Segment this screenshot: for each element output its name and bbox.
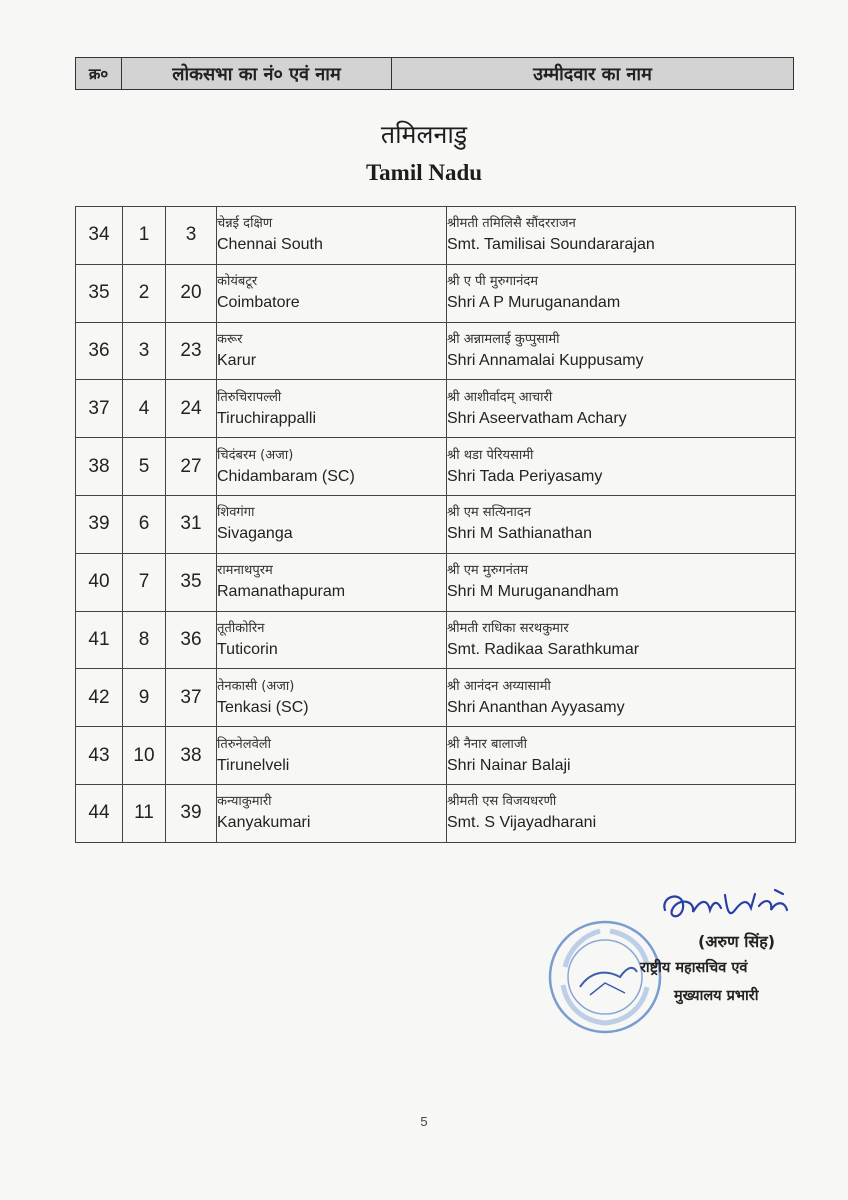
state-serial-number: 3 <box>123 322 166 380</box>
constituency-name-hindi: चेन्नई दक्षिण <box>217 216 273 232</box>
constituency-name-hindi: तिरुचिरापल्ली <box>217 389 282 405</box>
constituency-name-english: Karur <box>217 351 257 369</box>
constituency-number: 36 <box>166 611 217 669</box>
constituency-name-hindi: कन्याकुमारी <box>217 794 272 810</box>
candidate-name-english: Shri Nainar Balaji <box>447 756 571 774</box>
candidate-name-english: Shri Aseervatham Achary <box>447 409 627 427</box>
constituency-name-english: Tirunelveli <box>217 756 290 774</box>
constituency-name-english: Tiruchirappalli <box>217 409 316 427</box>
table-row <box>76 438 796 496</box>
serial-number: 41 <box>76 611 123 669</box>
constituency-name-hindi: शिवगंगा <box>217 505 255 521</box>
serial-number: 40 <box>76 553 123 611</box>
constituency-name-english: Kanyakumari <box>217 814 311 832</box>
candidate-name-english: Shri M Sathianathan <box>447 525 592 543</box>
constituency-name-english: Tenkasi (SC) <box>217 698 309 716</box>
candidate-name-english: Smt. S Vijayadharani <box>447 814 597 832</box>
table-row <box>76 669 796 727</box>
constituency-name-hindi: तिरुनेलवेली <box>217 736 271 752</box>
constituency-name <box>217 322 447 380</box>
state-serial-number: 11 <box>123 784 166 842</box>
table-row <box>76 322 796 380</box>
constituency-name <box>217 669 447 727</box>
serial-number: 38 <box>76 438 123 496</box>
candidate-name <box>447 611 796 669</box>
constituency-name-english: Tuticorin <box>217 640 278 658</box>
constituency-number: 3 <box>166 207 217 265</box>
state-title-hindi: तमिलनाडु <box>380 120 468 149</box>
constituency-name <box>217 611 447 669</box>
constituency-name-hindi: करूर <box>217 331 243 347</box>
state-serial-number: 6 <box>123 495 166 553</box>
constituency-name <box>217 553 447 611</box>
constituency-number: 27 <box>166 438 217 496</box>
constituency-name-hindi: रामनाथपुरम <box>217 563 273 579</box>
table-row <box>76 727 796 785</box>
constituency-number: 20 <box>166 264 217 322</box>
candidate-name-hindi: श्री आनंदन अय्यासामी <box>447 678 551 694</box>
constituency-name-hindi: चिदंबरम (अजा) <box>217 447 294 463</box>
candidate-name-hindi: श्री नैनार बालाजी <box>447 736 527 752</box>
candidate-name-hindi: श्री ए पी मुरुगानंदम <box>447 274 539 290</box>
state-serial-number: 2 <box>123 264 166 322</box>
candidate-name <box>447 207 796 265</box>
state-title-english: Tamil Nadu <box>365 160 483 185</box>
candidate-name <box>447 669 796 727</box>
header-loksabha: लोकसभा का नं० एवं नाम <box>122 58 392 89</box>
constituency-name <box>217 727 447 785</box>
header-candidate: उम्मीदवार का नाम <box>533 63 652 85</box>
serial-number: 42 <box>76 669 123 727</box>
candidate-name-english: Smt. Radikaa Sarathkumar <box>447 640 640 658</box>
constituency-number: 37 <box>166 669 217 727</box>
signatory-title-line2: मुख्यालय प्रभारी <box>674 988 759 1004</box>
table-header-bar <box>75 57 794 90</box>
constituency-name-english: Coimbatore <box>217 294 300 312</box>
constituency-number: 38 <box>166 727 217 785</box>
signatory-title-line1: राष्ट्रीय महासचिव एवं <box>640 960 748 976</box>
constituency-name-english: Sivaganga <box>217 525 293 543</box>
table-row <box>76 784 796 842</box>
candidate-name-english: Shri A P Muruganandam <box>447 294 621 312</box>
table-row <box>76 495 796 553</box>
constituency-name <box>217 264 447 322</box>
constituency-name <box>217 784 447 842</box>
candidate-table <box>75 206 796 843</box>
constituency-number: 31 <box>166 495 217 553</box>
state-serial-number: 7 <box>123 553 166 611</box>
serial-number: 36 <box>76 322 123 380</box>
header-serial: क्र० <box>76 58 122 89</box>
constituency-name-english: Chennai South <box>217 236 323 254</box>
candidate-name-hindi: श्री एम मुरुगनंतम <box>447 563 529 579</box>
candidate-name-english: Shri Ananthan Ayyasamy <box>447 698 625 716</box>
constituency-number: 39 <box>166 784 217 842</box>
constituency-name <box>217 380 447 438</box>
constituency-name-english: Chidambaram (SC) <box>217 467 355 485</box>
candidate-name-hindi: श्रीमती तमिलिसै सौंदरराजन <box>447 216 576 232</box>
constituency-number: 24 <box>166 380 217 438</box>
candidate-table-body <box>76 207 796 843</box>
party-seal-stamp <box>545 917 665 1037</box>
candidate-name-hindi: श्री एम सत्यिनादन <box>447 505 531 521</box>
state-serial-number: 1 <box>123 207 166 265</box>
table-row <box>76 380 796 438</box>
page-number: 5 <box>420 1114 428 1129</box>
signatory-name: (अरुण सिंह) <box>698 932 776 951</box>
table-row <box>76 611 796 669</box>
signature-mark <box>655 880 805 930</box>
candidate-name <box>447 322 796 380</box>
state-serial-number: 8 <box>123 611 166 669</box>
candidate-name <box>447 264 796 322</box>
state-serial-number: 5 <box>123 438 166 496</box>
state-serial-number: 4 <box>123 380 166 438</box>
candidate-name <box>447 553 796 611</box>
table-row <box>76 264 796 322</box>
serial-number: 37 <box>76 380 123 438</box>
serial-number: 44 <box>76 784 123 842</box>
candidate-name-english: Smt. Tamilisai Soundararajan <box>447 236 655 254</box>
constituency-number: 35 <box>166 553 217 611</box>
table-row <box>76 553 796 611</box>
candidate-name-hindi: श्री अन्नामलाई कुप्पुसामी <box>447 331 560 347</box>
candidate-name-hindi: श्री थडा पेरियसामी <box>447 447 534 463</box>
candidate-name <box>447 380 796 438</box>
candidate-name-english: Shri Tada Periyasamy <box>447 467 603 485</box>
constituency-name-hindi: तूतीकोरिन <box>217 620 265 636</box>
state-serial-number: 10 <box>123 727 166 785</box>
candidate-name <box>447 438 796 496</box>
serial-number: 34 <box>76 207 123 265</box>
candidate-name <box>447 784 796 842</box>
constituency-name-hindi: कोयंबटूर <box>217 274 258 290</box>
constituency-number: 23 <box>166 322 217 380</box>
state-serial-number: 9 <box>123 669 166 727</box>
candidate-name <box>447 727 796 785</box>
serial-number: 35 <box>76 264 123 322</box>
candidate-name-hindi: श्रीमती राधिका सरथकुमार <box>447 620 569 636</box>
serial-number: 39 <box>76 495 123 553</box>
constituency-name-english: Ramanathapuram <box>217 583 346 601</box>
candidate-name <box>447 495 796 553</box>
candidate-name-english: Shri Annamalai Kuppusamy <box>447 351 644 369</box>
serial-number: 43 <box>76 727 123 785</box>
table-row <box>76 207 796 265</box>
candidate-name-hindi: श्री आशीर्वादम् आचारी <box>447 389 553 405</box>
candidate-name-hindi: श्रीमती एस विजयधरणी <box>447 794 557 810</box>
constituency-name <box>217 207 447 265</box>
candidate-name-english: Shri M Muruganandham <box>447 583 619 601</box>
constituency-name-hindi: तेनकासी (अजा) <box>217 678 295 694</box>
constituency-name <box>217 495 447 553</box>
constituency-name <box>217 438 447 496</box>
